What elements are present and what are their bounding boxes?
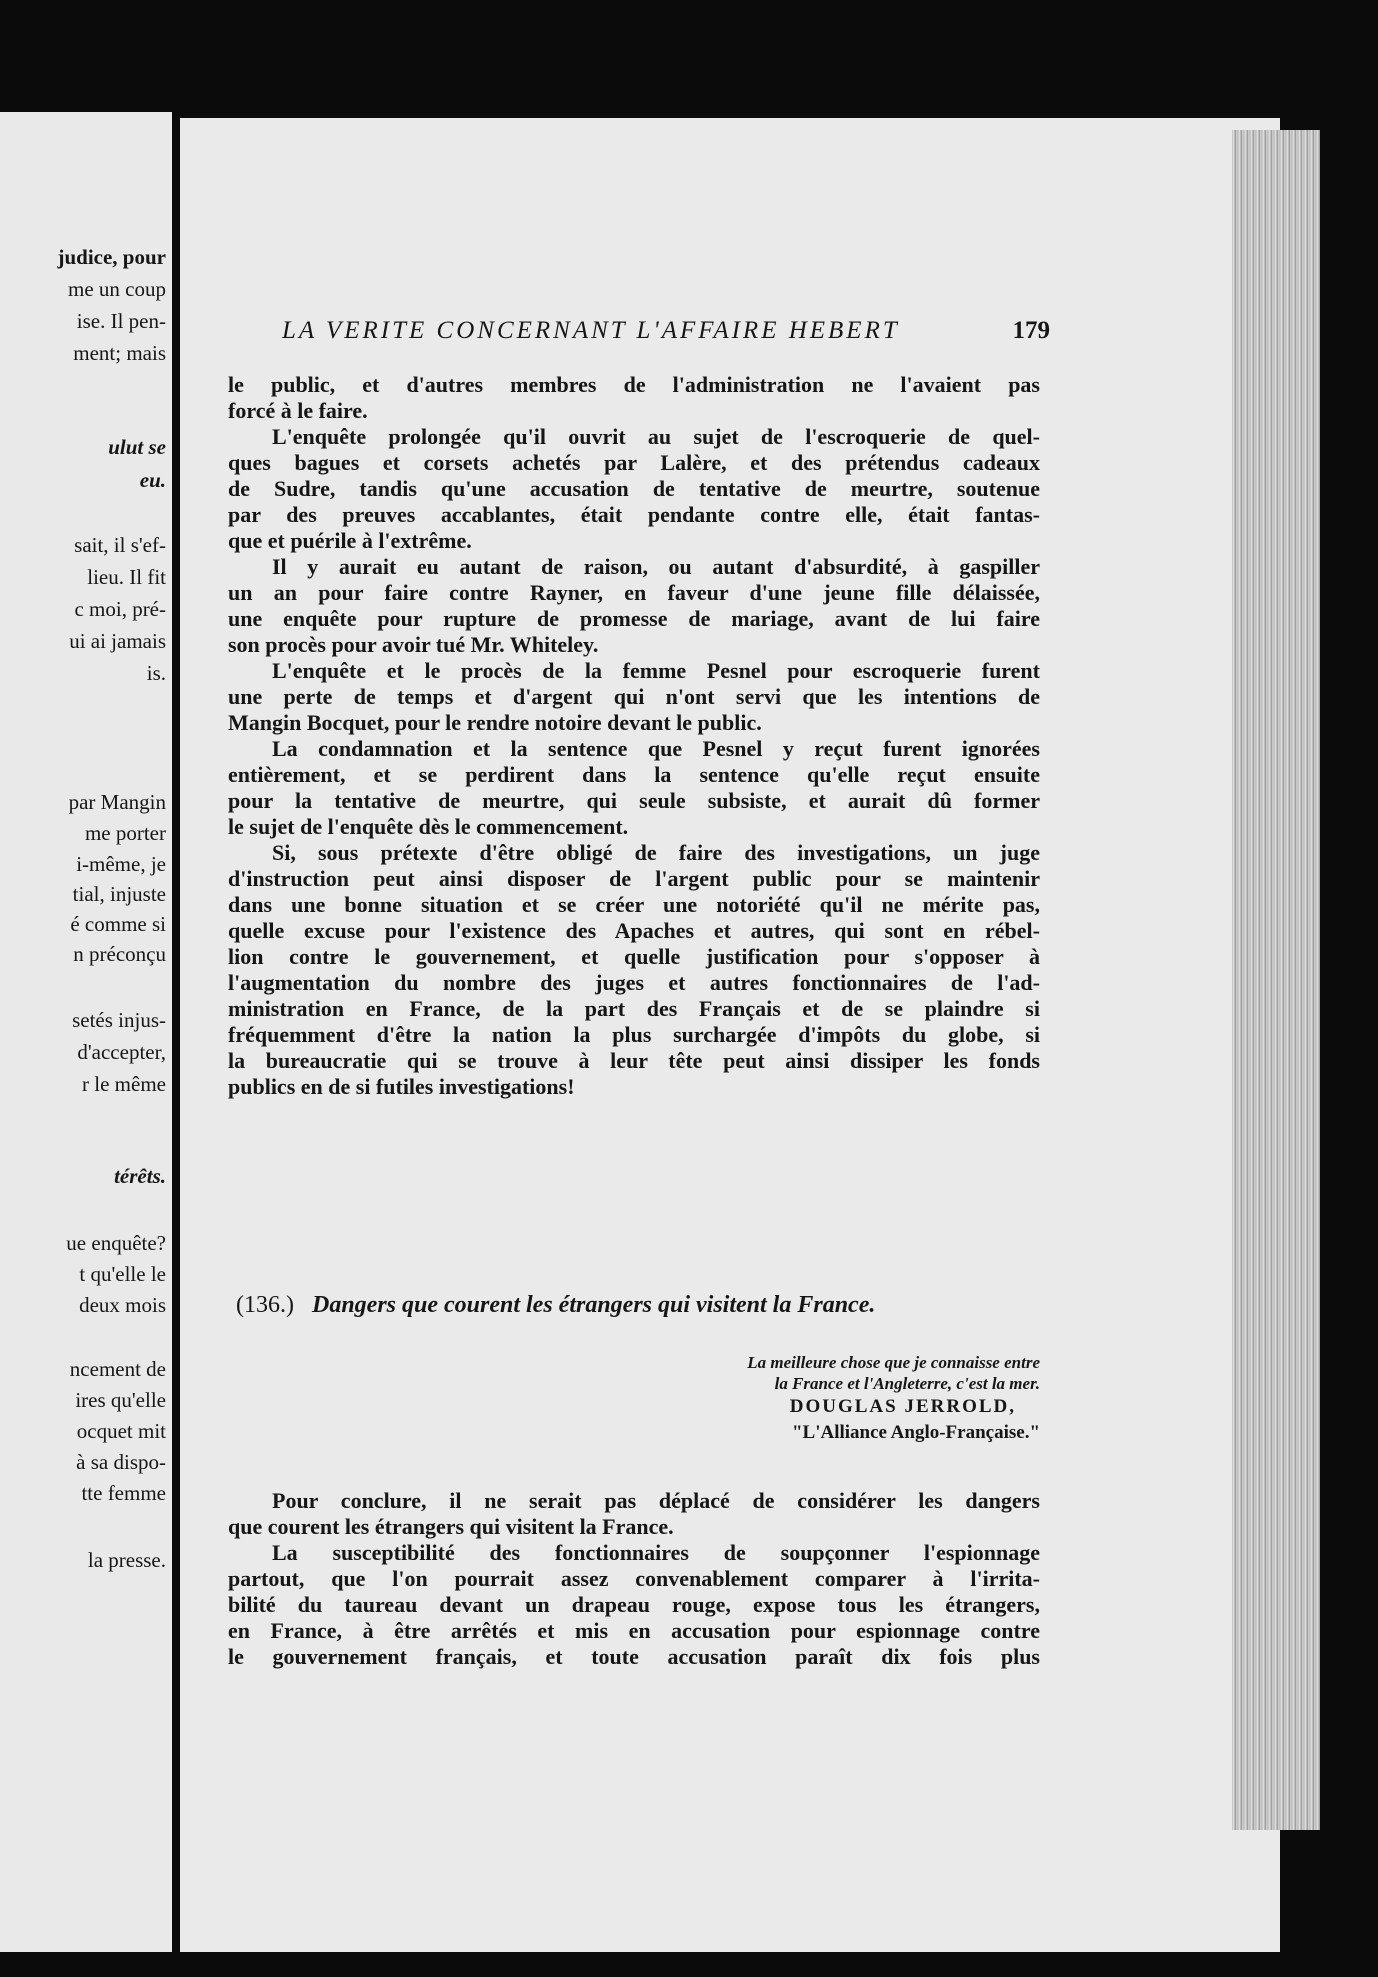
text-line: entièrement, et se perdirent dans la sentence qu'elle reçut ensuite bbox=[228, 762, 1040, 787]
left-page-line: me un coup bbox=[68, 277, 166, 301]
text-line: le gouvernement français, et toute accusation paraît dix fois plus bbox=[228, 1644, 1040, 1669]
text-line: ministration en France, de la part des Français et de se plaindre si bbox=[228, 996, 1040, 1021]
left-page-line: ment; mais bbox=[73, 341, 166, 365]
left-page-line: à sa dispo- bbox=[76, 1450, 166, 1474]
text-line: ques bagues et corsets achetés par Lalère, et des prétendus cadeaux bbox=[228, 450, 1040, 475]
text-line: son procès pour avoir tué Mr. Whiteley. bbox=[228, 632, 599, 657]
page-stack-edge bbox=[1232, 130, 1320, 1830]
text-line: dans une bonne situation et se créer une notoriété qu'il ne mérite pas, bbox=[228, 892, 1040, 917]
left-page-line: par Mangin bbox=[68, 790, 166, 814]
section-title: Dangers que courent les étrangers qui visitent la France. bbox=[311, 1292, 876, 1318]
left-page-line: ue enquête? bbox=[66, 1231, 166, 1255]
epigraph bbox=[747, 1352, 1040, 1394]
text-line: par des preuves accablantes, était pendante contre elle, était fantas- bbox=[228, 502, 1040, 527]
body-text-part-2 bbox=[228, 1488, 1040, 1670]
left-page-line: lieu. Il fit bbox=[87, 565, 166, 589]
facing-page-left bbox=[0, 112, 172, 1952]
text-line: le sujet de l'enquête dès le commencement. bbox=[228, 814, 629, 839]
left-page-line: t qu'elle le bbox=[79, 1262, 166, 1286]
running-title: LA VERITE CONCERNANT L'AFFAIRE HEBERT bbox=[282, 317, 900, 344]
text-line: une enquête pour rupture de promesse de mariage, avant de lui faire bbox=[228, 606, 1040, 631]
left-page-line: me porter bbox=[84, 821, 166, 845]
left-page-line: é comme si bbox=[70, 912, 166, 936]
left-page-line: ocquet mit bbox=[76, 1419, 166, 1443]
body-text-part-1 bbox=[228, 372, 1040, 1100]
left-page-line: ires qu'elle bbox=[75, 1388, 166, 1412]
text-line: Si, sous prétexte d'être obligé de faire des investigations, un juge bbox=[272, 840, 1040, 865]
text-line: l'augmentation du nombre des juges et autres fonctionnaires de l'ad- bbox=[228, 970, 1040, 995]
text-line: bilité du taureau devant un drapeau rouge, expose tous les étrangers, bbox=[228, 1592, 1040, 1617]
page-number: 179 bbox=[1012, 317, 1050, 344]
text-line: une perte de temps et d'argent qui n'ont servi que les intentions de bbox=[228, 684, 1040, 709]
text-line: lion contre le gouvernement, et quelle justification pour s'opposer à bbox=[228, 944, 1040, 969]
text-line: en France, à être arrêtés et mis en accusation pour espionnage contre bbox=[228, 1618, 1040, 1643]
left-page-line: térêts. bbox=[114, 1164, 166, 1188]
left-page-line: deux mois bbox=[79, 1293, 166, 1317]
epigraph-attribution bbox=[790, 1394, 1040, 1446]
epigraph-author: DOUGLAS JERROLD, bbox=[789, 1396, 1016, 1417]
text-line: de Sudre, tandis qu'une accusation de tentative de meurtre, soutenue bbox=[228, 476, 1040, 501]
epigraph-work: "L'Alliance Anglo-Française." bbox=[791, 1422, 1040, 1443]
left-page-line: setés injus- bbox=[72, 1008, 166, 1032]
left-page-line: c moi, pré- bbox=[74, 597, 166, 621]
left-page-line: sait, il s'ef- bbox=[74, 533, 166, 557]
text-line: la bureaucratie qui se trouve à leur tête peut ainsi dissiper les fonds bbox=[228, 1048, 1040, 1073]
text-line: le public, et d'autres membres de l'administration ne l'avaient pas bbox=[228, 372, 1040, 397]
text-line: L'enquête et le procès de la femme Pesnel pour escroquerie furent bbox=[272, 658, 1040, 683]
text-line: que et puérile à l'extrême. bbox=[228, 528, 472, 553]
left-page-line: i-même, je bbox=[76, 852, 166, 876]
text-line: d'instruction peut ainsi disposer de l'argent public pour se maintenir bbox=[228, 866, 1040, 891]
text-line: La condamnation et la sentence que Pesnel y reçut furent ignorées bbox=[272, 736, 1040, 761]
left-page-line: la presse. bbox=[87, 1548, 166, 1572]
text-line: forcé à le faire. bbox=[228, 398, 368, 423]
text-line: Il y aurait eu autant de raison, ou autant d'absurdité, à gaspiller bbox=[272, 554, 1040, 579]
text-line: quelle excuse pour l'existence des Apaches et autres, qui sont en rébel- bbox=[228, 918, 1040, 943]
text-line: pour la tentative de meurtre, qui seule subsiste, et aurait dû former bbox=[228, 788, 1040, 813]
text-line: Pour conclure, il ne serait pas déplacé de considérer les dangers bbox=[272, 1488, 1040, 1513]
text-line: partout, que l'on pourrait assez convenablement comparer à l'irrita- bbox=[228, 1566, 1040, 1591]
epigraph-line-1: La meilleure chose que je connaisse entre bbox=[747, 1353, 1040, 1372]
left-page-line: ise. Il pen- bbox=[76, 309, 166, 333]
text-line: publics en de si futiles investigations! bbox=[228, 1074, 575, 1099]
section-heading bbox=[236, 1292, 1036, 1319]
text-line: L'enquête prolongée qu'il ouvrit au sujet de l'escroquerie de quel- bbox=[272, 424, 1040, 449]
text-line: Mangin Bocquet, pour le rendre notoire devant le public. bbox=[228, 710, 762, 735]
left-page-line: r le même bbox=[82, 1072, 166, 1096]
section-number: (136.) bbox=[236, 1292, 294, 1318]
running-header bbox=[282, 317, 1050, 347]
left-page-line: ui ai jamais bbox=[69, 629, 166, 653]
left-page-line: is. bbox=[146, 661, 166, 685]
left-page-line: n préconçu bbox=[73, 942, 166, 966]
left-page-line: tial, injuste bbox=[72, 882, 166, 906]
text-line: un an pour faire contre Rayner, en faveur d'une jeune fille délaissée, bbox=[228, 580, 1040, 605]
left-page-line: ulut se bbox=[108, 435, 166, 459]
text-line: La susceptibilité des fonctionnaires de soupçonner l'espionnage bbox=[272, 1540, 1040, 1565]
left-page-line: tte femme bbox=[81, 1481, 166, 1505]
text-line: que courent les étrangers qui visitent la France. bbox=[228, 1514, 674, 1539]
left-page-line: d'accepter, bbox=[77, 1040, 166, 1064]
text-line: fréquemment d'être la nation la plus surchargée d'impôts du globe, si bbox=[228, 1022, 1040, 1047]
left-page-line: eu. bbox=[139, 468, 166, 492]
left-page-line: ncement de bbox=[69, 1357, 166, 1381]
left-page-line: judice, pour bbox=[57, 245, 166, 269]
epigraph-line-2: la France et l'Angleterre, c'est la mer. bbox=[774, 1374, 1040, 1393]
